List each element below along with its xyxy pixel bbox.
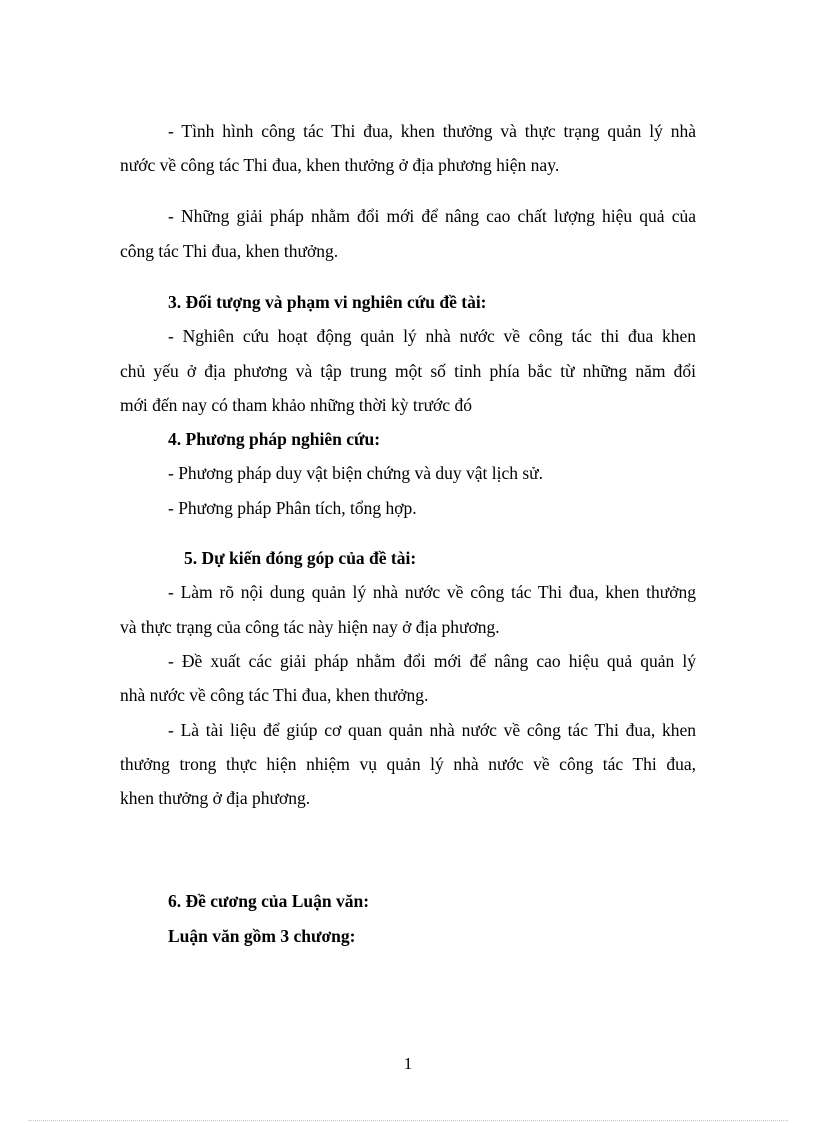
text-line: và thực trạng của công tác này hiện nay ở địa phương.: [120, 617, 500, 637]
text-line: - Những giải pháp nhằm đổi mới để nâng cao chất lượng hiệu quả của: [168, 206, 696, 226]
section-heading: Luận văn gồm 3 chương:: [168, 926, 356, 946]
page-number: 1: [403, 1054, 413, 1073]
text-line: - Phương pháp duy vật biện chứng và duy vật lịch sử.: [168, 463, 544, 483]
text-line: - Phương pháp Phân tích, tổng hợp.: [168, 498, 417, 518]
text-line: - Tình hình công tác Thi đua, khen thưởng và thực trạng quản lý nhà: [168, 121, 696, 141]
section-heading: 3. Đối tượng và phạm vi nghiên cứu đề tài:: [168, 292, 487, 312]
text-line: nước về công tác Thi đua, khen thưởng ở địa phương hiện nay.: [120, 155, 560, 175]
text-line: - Là tài liệu để giúp cơ quan quản nhà nước về công tác Thi đua, khen: [168, 720, 696, 740]
page-bottom-dotted-rule: [28, 1120, 788, 1121]
text-line: nhà nước về công tác Thi đua, khen thưởng.: [120, 685, 429, 705]
text-line: công tác Thi đua, khen thưởng.: [120, 241, 339, 261]
text-line: mới đến nay có tham khảo những thời kỳ trước đó: [120, 395, 472, 415]
text-line: - Nghiên cứu hoạt động quản lý nhà nước về công tác thi đua khen: [168, 326, 696, 346]
section-heading: 6. Đề cương của Luận văn:: [168, 891, 370, 911]
section-heading: 4. Phương pháp nghiên cứu:: [168, 429, 381, 449]
section-heading: 5. Dự kiến đóng góp của đề tài:: [184, 548, 417, 568]
text-line: chủ yếu ở địa phương và tập trung một số tỉnh phía bắc từ những năm đổi: [120, 361, 696, 381]
text-line: - Đề xuất các giải pháp nhằm đổi mới để nâng cao hiệu quả quản lý: [168, 651, 696, 671]
text-line: khen thưởng ở địa phương.: [120, 788, 311, 808]
text-line: thưởng trong thực hiện nhiệm vụ quản lý nhà nước về công tác Thi đua,: [120, 754, 696, 774]
text-line: - Làm rõ nội dung quản lý nhà nước về công tác Thi đua, khen thưởng: [168, 582, 696, 602]
